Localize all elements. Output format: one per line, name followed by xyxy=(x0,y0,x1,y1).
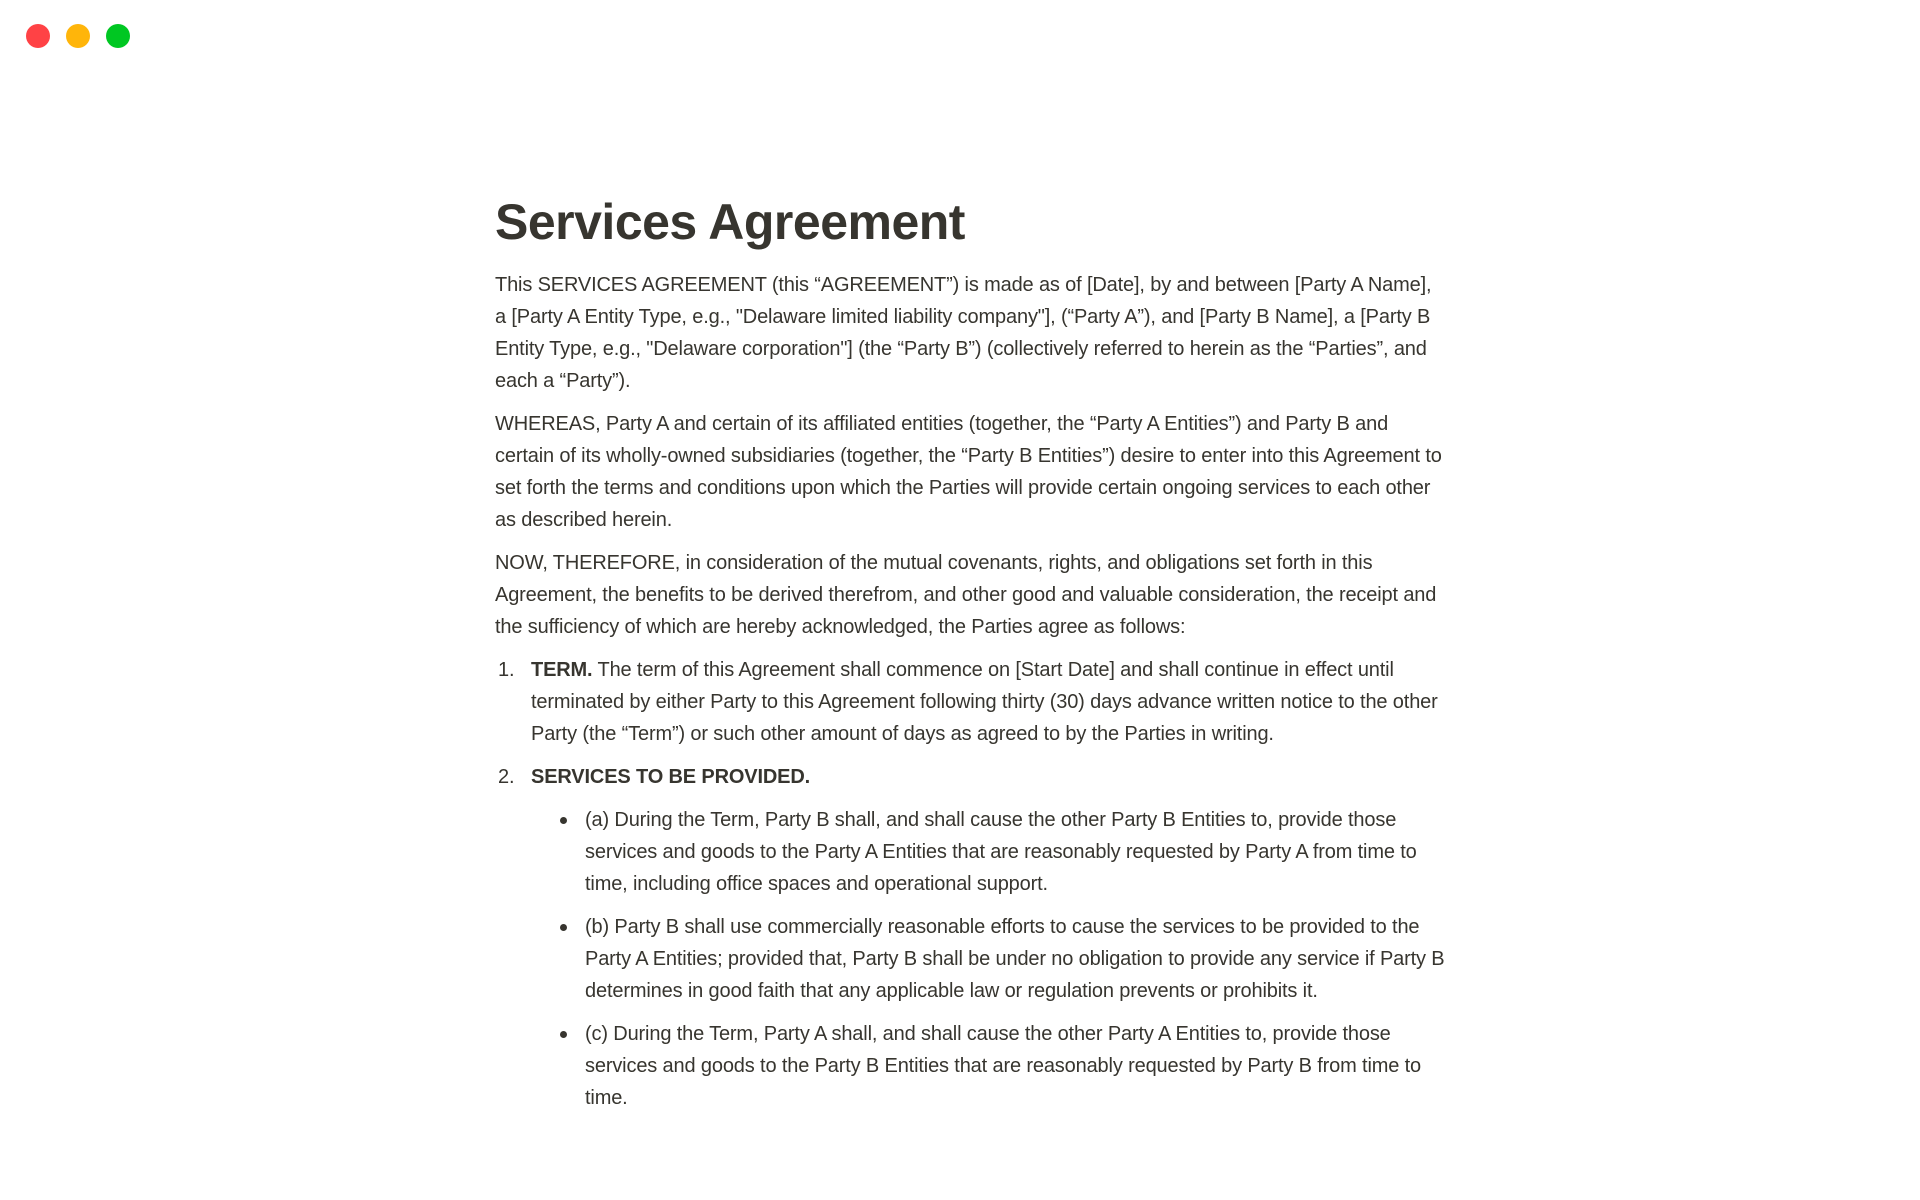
document-page xyxy=(495,0,1447,1120)
bullet-icon xyxy=(560,924,567,931)
bullet-icon xyxy=(560,817,567,824)
list-item-text: (a) During the Term, Party B shall, and shall cause the other Party B Entities to, provide those services and goods to the Party A Entities that are reasonably requested by Party A from time to time, including office spaces and operational support. xyxy=(585,809,1417,895)
list-item-bold-lead: SERVICES TO BE PROVIDED. xyxy=(531,766,811,788)
list-item-bold-lead: TERM. xyxy=(531,659,593,681)
list-item-text: (c) During the Term, Party A shall, and shall cause the other Party A Entities to, provide those services and goods to the Party B Entities that are reasonably requested by Party B from time to time. xyxy=(585,1023,1422,1109)
page-title: Services Agreement xyxy=(495,194,965,250)
window-controls xyxy=(26,24,130,48)
bullet-item-b xyxy=(560,906,1447,1013)
close-button[interactable] xyxy=(26,24,50,48)
list-item-text xyxy=(531,761,1447,793)
bullet-icon xyxy=(560,1031,567,1038)
bullet-item-c xyxy=(560,1013,1447,1120)
paragraph-whereas: WHEREAS, Party A and certain of its affiliated entities (together, the “Party A Entities”) and Party B and certain of its wholly-owned subsidiaries (together, the “Party B Entities”) desire to enter into this Agreement to set forth the terms and conditions upon which the Parties will provide certain ongoing services to each other as described herein. xyxy=(495,413,1442,531)
list-item-text: TERM. The term of this Agreement shall commence on [Start Date] and shall continue in effect until terminated by either Party to this Agreement following thirty (30) days advance written notice to the other Party (the “Term”) or such other amount of days as agreed to by the Parties in writing. xyxy=(531,659,1438,745)
bullet-item-a xyxy=(560,799,1447,906)
paragraph-now-therefore: NOW, THEREFORE, in consideration of the mutual covenants, rights, and obligations set forth in this Agreement, the benefits to be derived therefrom, and other good and valuable consideration, the receipt and the sufficiency of which are hereby acknowledged, the Parties agree as follows: xyxy=(495,552,1437,638)
list-number: 2. xyxy=(498,766,515,788)
numbered-item-term xyxy=(495,649,1447,756)
list-number: 1. xyxy=(498,659,515,681)
minimize-button[interactable] xyxy=(66,24,90,48)
numbered-item-services xyxy=(495,756,1447,799)
paragraph-preamble: This SERVICES AGREEMENT (this “AGREEMENT”) is made as of [Date], by and between [Party A Name], a [Party A Entity Type, e.g., "Delaware limited liability company"], (“Party A”), and [Party B Name], a [Party B Entity Type, e.g., "Delaware corporation"] (the “Party B”) (collectively referred to herein as the “Parties”, and each a “Party”). xyxy=(495,274,1432,392)
zoom-button[interactable] xyxy=(106,24,130,48)
list-item-text: (b) Party B shall use commercially reasonable efforts to cause the services to be provided to the Party A Entities; provided that, Party B shall be under no obligation to provide any service if Party B determines in good faith that any applicable law or regulation prevents or prohibits it. xyxy=(585,916,1445,1002)
